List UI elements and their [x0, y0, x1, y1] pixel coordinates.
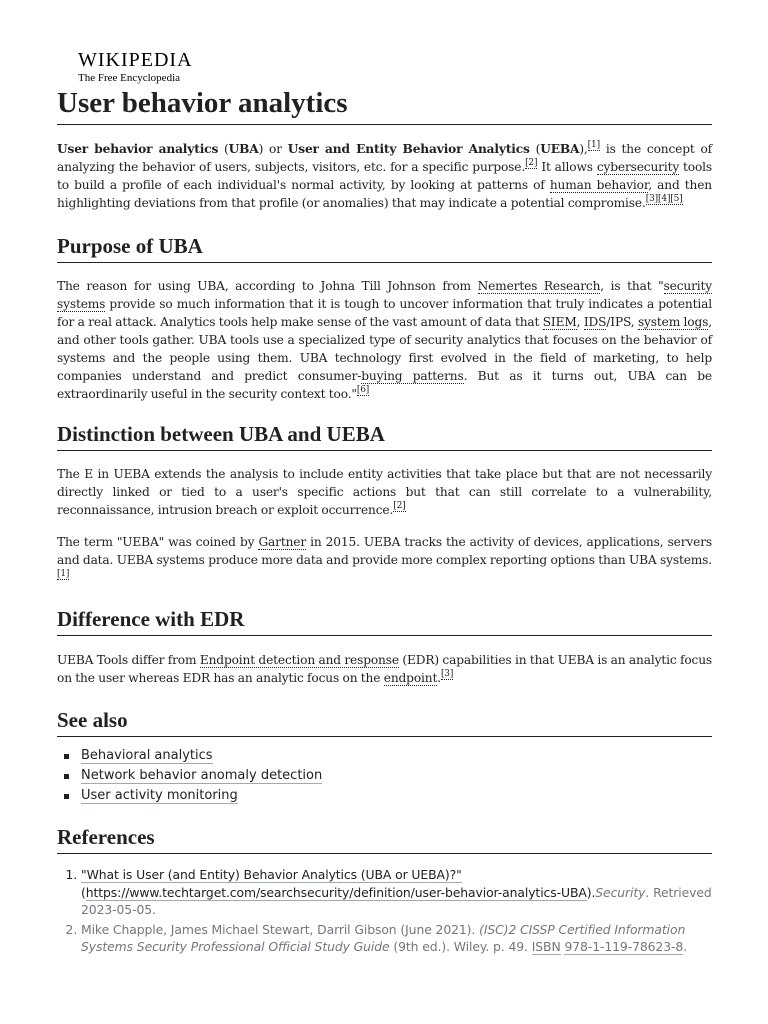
distinction-paragraph-2	[57, 533, 712, 587]
intro-paragraph	[57, 140, 712, 212]
see-also-link[interactable]: Behavioral analytics	[81, 748, 213, 763]
logo-tagline: The Free Encyclopedia	[78, 72, 181, 84]
heading-references: References	[57, 824, 712, 854]
list-item	[64, 746, 322, 766]
human-behavior-link[interactable]: human behavior	[549, 178, 649, 192]
buying-patterns-link[interactable]: buying patterns	[361, 369, 464, 383]
citation-link[interactable]: [1]	[587, 140, 600, 150]
term-abbr-uba: UBA	[228, 142, 259, 156]
reference-title-link[interactable]: "What is User (and Entity) Behavior Analytics (UBA or UEBA)?"	[81, 867, 462, 882]
gartner-link[interactable]: Gartner	[258, 535, 307, 549]
edr-link[interactable]: Endpoint detection and response	[199, 653, 399, 667]
wikipedia-logo[interactable]	[78, 50, 193, 84]
endpoint-link[interactable]: endpoint	[383, 671, 438, 685]
text: in 2015. UEBA tracks the activity of devices, applications, servers and data. UEBA systems produce more data and provide more complex reporting options than UBA systems.	[57, 535, 712, 567]
text: (9th ed.). Wiley. p. 49.	[389, 939, 532, 954]
list-item	[64, 766, 322, 786]
citation-link[interactable]: [6]	[356, 385, 370, 395]
text: UEBA Tools differ from	[57, 653, 200, 667]
reference-publisher: Security	[595, 884, 646, 900]
text: The term "UEBA" was coined by	[57, 535, 259, 549]
text: /IPS,	[606, 315, 638, 329]
reference-item	[81, 866, 737, 919]
text: , is that "	[600, 279, 664, 293]
text: provide so much information that it is tough to uncover information that truly indicates a potential for a real attack. Analytics tools help make sense of the vast amount of data that	[57, 297, 712, 329]
heading-distinction: Distinction between UBA and UEBA	[57, 421, 712, 451]
term-ueba: User and Entity Behavior Analytics	[287, 142, 530, 156]
citation-link[interactable]: [2]	[393, 501, 406, 511]
list-item	[64, 786, 322, 806]
page-title: User behavior analytics	[57, 84, 712, 125]
isbn-number-link[interactable]: 978-1-119-78623-8	[564, 939, 684, 954]
text: (	[81, 884, 86, 900]
heading-see-also: See also	[57, 707, 712, 737]
text: . But as it turns out, UBA can be extraordinarily useful in the security context too."	[57, 369, 712, 401]
text: .	[683, 939, 687, 954]
text: is the concept of analyzing the behavior of users, subjects, visitors, etc. for a specific purpose.	[57, 142, 713, 174]
reference-retrieved: . Retrieved 2023-05-05.	[81, 884, 712, 917]
text: (	[218, 142, 229, 156]
nemertes-link[interactable]: Nemertes Research	[477, 279, 601, 293]
citation-link[interactable]: [2]	[525, 158, 538, 168]
distinction-paragraph-1	[57, 465, 712, 519]
text: ).	[586, 884, 596, 900]
text: The E in UEBA extends the analysis to include entity activities that take place but that are not necessarily directly linked or tied to a user's specific actions but that can still correlate to a vulnerability, reconnaissance, intrusion breach or exploit occurrence.	[57, 467, 712, 517]
text: ) or	[258, 142, 288, 156]
text: ,	[576, 315, 584, 329]
text: , and other tools gather. UBA tools use a specialized type of security analytics that focuses on the behavior of systems and the people using them. UBA technology first evolved in the field of marketing, to help companies understand and predict consumer-	[57, 315, 712, 383]
reference-authors: Mike Chapple, James Michael Stewart, Darril Gibson (June 2021).	[81, 921, 480, 937]
reference-url-link[interactable]: https://www.techtarget.com/searchsecurity/definition/user-behavior-analytics-UBA	[85, 884, 587, 900]
heading-purpose: Purpose of UBA	[57, 233, 712, 263]
cybersecurity-link[interactable]: cybersecurity	[596, 160, 680, 174]
heading-edr: Difference with EDR	[57, 606, 712, 636]
text: The reason for using UBA, according to Johna Till Johnson from	[57, 279, 478, 293]
text: (EDR) capabilities in that UEBA is an analytic focus on the user whereas EDR has an analytic focus on the	[57, 653, 712, 685]
see-also-link[interactable]: User activity monitoring	[81, 788, 238, 803]
security-systems-link[interactable]: security systems	[57, 279, 712, 311]
text: (	[529, 142, 541, 156]
ids-link[interactable]: IDS	[583, 315, 607, 329]
see-also-list	[64, 746, 322, 806]
text: ),	[579, 142, 588, 156]
isbn-link[interactable]: ISBN	[531, 939, 561, 954]
citation-link[interactable]: [3][4][5]	[645, 194, 683, 204]
system-logs-link[interactable]: system logs	[637, 315, 709, 329]
references-list	[57, 866, 737, 958]
see-also-link[interactable]: Network behavior anomaly detection	[81, 768, 323, 783]
text: tools to build a profile of each individual's normal activity, by looking at patterns of	[57, 160, 713, 192]
reference-book-title: (ISC)2 CISSP Certified Information Systems Security Professional Official Study Guide	[81, 921, 686, 954]
text: It allows	[537, 160, 597, 174]
text: , and then highlighting deviations from that profile (or anomalies) that may indicate a potential compromise.	[57, 178, 712, 210]
citation-link[interactable]: [1]	[57, 569, 70, 579]
term-abbr-ueba: UEBA	[540, 142, 580, 156]
purpose-paragraph	[57, 277, 712, 403]
reference-item	[81, 921, 737, 956]
logo-wordmark: WIKIPEDIA	[78, 49, 193, 71]
citation-link[interactable]: [3]	[440, 669, 454, 679]
term-uba: User behavior analytics	[57, 142, 219, 156]
siem-link[interactable]: SIEM	[542, 315, 577, 329]
text: .	[437, 671, 441, 685]
edr-paragraph	[57, 651, 712, 687]
